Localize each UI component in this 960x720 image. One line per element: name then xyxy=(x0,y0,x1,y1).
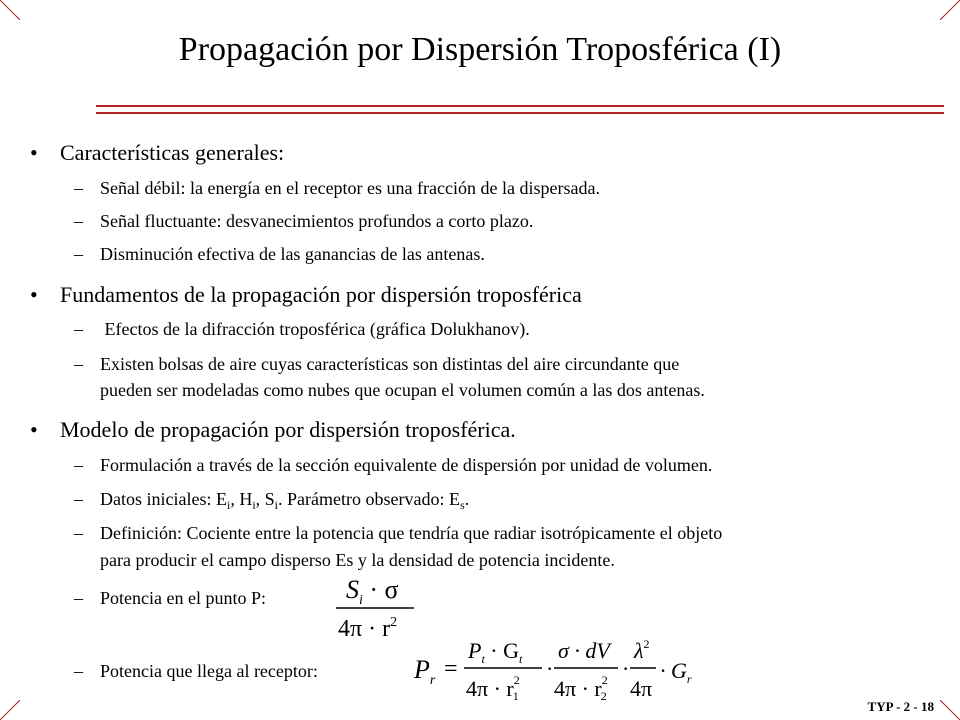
svg-text:4π: 4π xyxy=(630,676,653,701)
bottom-right-corner-decoration xyxy=(940,700,960,720)
bullet-icon: • xyxy=(30,417,38,442)
dash-icon: – xyxy=(74,455,83,475)
slide-title: Propagación por Dispersión Troposférica (I) xyxy=(178,31,782,68)
title-rule-bottom xyxy=(96,112,944,114)
section-heading-caracteristicas: • Características generales: xyxy=(30,140,285,165)
dash-icon: – xyxy=(74,244,83,264)
list-item: – Potencia que llega al receptor: xyxy=(74,661,318,681)
svg-text:Pr: $P_r$ xyxy=(414,655,436,688)
bottom-left-corner-decoration xyxy=(0,700,20,720)
formula-potencia-receptor xyxy=(412,632,692,704)
list-item: – Potencia en el punto P: xyxy=(74,588,266,608)
title-rule-top xyxy=(96,105,944,107)
svg-text:σ · dV: σ · dV xyxy=(558,638,610,663)
bullet-icon: • xyxy=(30,140,38,165)
svg-text:λ2: $\lambda^2$ xyxy=(634,637,650,663)
svg-text:Pt · Gt: $P_t \cdot G_t$ xyxy=(468,638,523,666)
svg-text:·: · xyxy=(546,656,554,681)
list-item: – Definición: Cociente entre la potencia que tendría que radiar isotrópicamente el objeto xyxy=(74,523,723,543)
svg-text:· Gr: · $G_r$ xyxy=(660,658,692,686)
bullet-icon: • xyxy=(30,282,38,307)
dash-icon: – xyxy=(74,211,83,231)
dash-icon: – xyxy=(74,661,83,681)
dash-icon: – xyxy=(74,588,83,608)
svg-text:=: = xyxy=(444,656,458,682)
list-item: – Efectos de la difracción troposférica (gráfica Dolukhanov). xyxy=(74,319,530,339)
list-item: – Disminución efectiva de las ganancias de las antenas. xyxy=(74,244,485,264)
list-item-datos-iniciales: – Datos iniciales: $E_i$, $H_i$, $S_i$. Parámetro observado: $E_s$. xyxy=(74,489,470,512)
svg-text:·: · xyxy=(622,656,630,681)
section-heading-fundamentos: • Fundamentos de la propagación por dispersión troposférica xyxy=(30,282,582,307)
top-left-corner-decoration xyxy=(0,0,20,20)
list-item: – Señal fluctuante: desvanecimientos profundos a corto plazo. xyxy=(74,211,534,231)
top-right-corner-decoration xyxy=(940,0,960,20)
dash-icon: – xyxy=(74,489,83,509)
svg-text:4π · r21: $4\pi \cdot r^2$ 1 xyxy=(466,673,520,703)
svg-text:Si · σ: $S_i \cdot \sigma$ xyxy=(346,575,399,608)
formula-potencia-punto-p xyxy=(330,570,420,642)
dash-icon: – xyxy=(74,178,83,198)
list-item: – Formulación a través de la sección equivalente de dispersión por unidad de volumen. xyxy=(74,455,713,475)
dash-icon: – xyxy=(74,523,83,543)
list-item: – Existen bolsas de aire cuyas características son distintas del aire circundante que xyxy=(74,354,680,374)
list-item-continuation: pueden ser modeladas como nubes que ocupan el volumen común a las dos antenas. xyxy=(100,380,705,400)
svg-text:4π · r22: $4\pi \cdot r^2$ 2 xyxy=(554,673,608,703)
section-heading-modelo: • Modelo de propagación por dispersión troposférica. xyxy=(30,417,516,442)
list-item: – Señal débil: la energía en el receptor es una fracción de la dispersada. xyxy=(74,178,600,198)
list-item-continuation: para producir el campo disperso Es y la densidad de potencia incidente. xyxy=(100,550,615,570)
dash-icon: – xyxy=(74,354,83,374)
svg-text:4π · r2: $4\pi \cdot r^2$ xyxy=(338,615,398,642)
dash-icon: – xyxy=(74,319,83,339)
slide-footer: TYP - 2 - 18 xyxy=(867,699,934,714)
